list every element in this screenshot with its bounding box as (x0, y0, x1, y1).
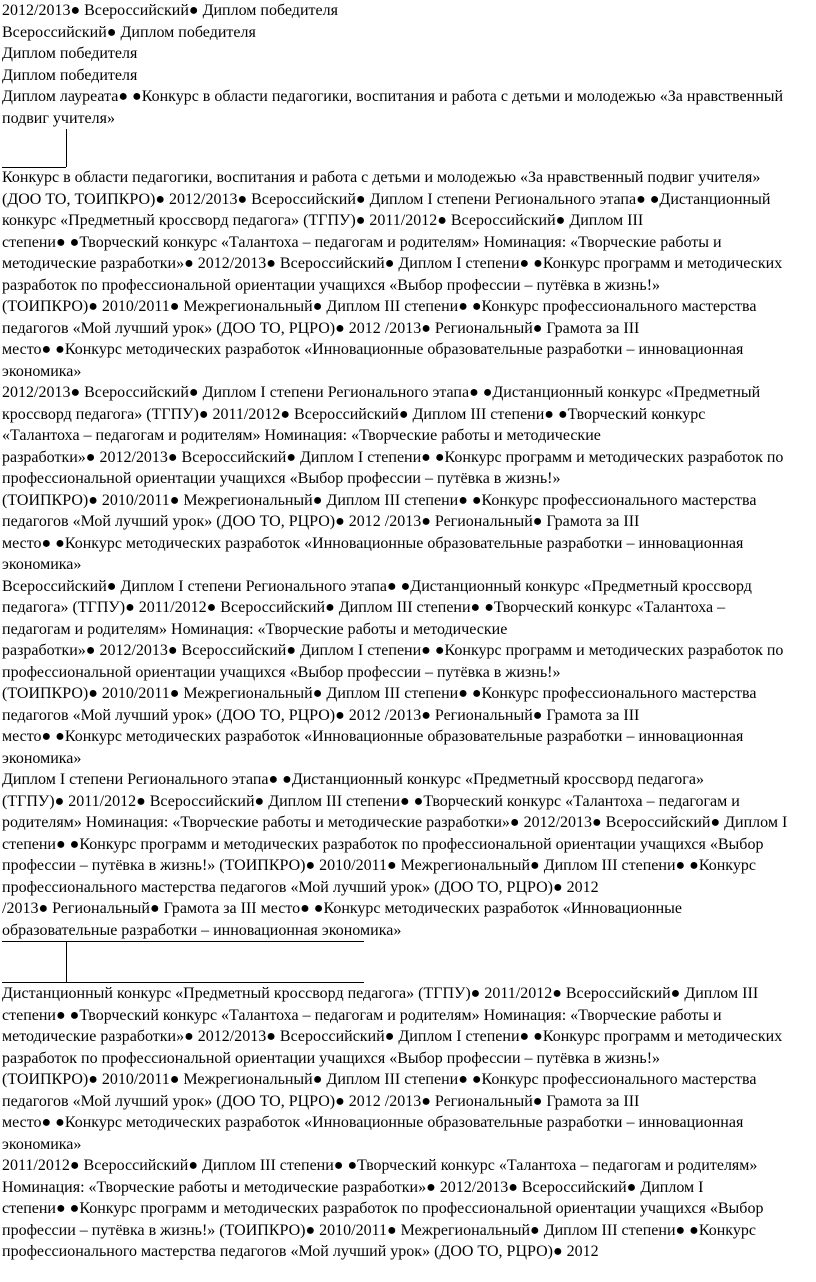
text-line: Дистанционный конкурс «Предметный кроссворд педагога» (ТГПУ)● 2011/2012● Всероссийский● Диплом III (2, 985, 759, 1002)
text-line: конкурс «Предметный кроссворд педагога» (ТГПУ)● 2011/2012● Всероссийский● Диплом III (2, 212, 644, 229)
table-border-vertical (66, 941, 67, 983)
table-fragment (2, 129, 368, 167)
text-line: место● ●Конкурс методических разработок «Инновационные образовательные разработки – инновационная (2, 341, 744, 358)
text-line: методические разработки»● 2012/2013● Всероссийский● Диплом I степени● ●Конкурс программ и методических (2, 1028, 783, 1045)
text-line: (ТОИПКРО)● 2010/2011● Межрегиональный● Диплом III степени● ●Конкурс профессионального мастерства (2, 298, 757, 315)
text-line: место● ●Конкурс методических разработок «Инновационные образовательные разработки – инновационная (2, 1114, 744, 1131)
table-fragment (2, 941, 368, 983)
text-line: кроссворд педагога» (ТГПУ)● 2011/2012● Всероссийский● Диплом III степени● ●Творческий конкурс (2, 405, 706, 423)
text-line: педагогов «Мой лучший урок» (ДОО ТО, РЦРО)● 2012 /2013● Региональный● Грамота за III (2, 513, 640, 530)
text-line: профессии – путёвка в жизнь!» (ТОИПКРО)● 2010/2011● Межрегиональный● Диплом III степени● ●Конкурс (2, 1221, 756, 1239)
text-line: (ТГПУ)● 2011/2012● Всероссийский● Диплом III степени● ●Творческий конкурс «Талантоха – педагогам и (2, 792, 740, 810)
text-line: 2012/2013● Всероссийский● Диплом победителя (2, 2, 338, 19)
text-line: профессиональной ориентации учащихся «Выбор профессии – путёвка в жизнь!» (2, 663, 561, 681)
text-line: «Талантоха – педагогам и родителям» Номинация: «Творческие работы и методические (2, 427, 601, 444)
text-line: (ТОИПКРО)● 2010/2011● Межрегиональный● Диплом III степени● ●Конкурс профессионального мастерства (2, 1071, 757, 1088)
text-line: профессии – путёвка в жизнь!» (ТОИПКРО)● 2010/2011● Межрегиональный● Диплом III степени● ●Конкурс (2, 857, 756, 874)
text-line: разработок по профессиональной ориентации учащихся «Выбор профессии – путёвка в жизнь!» (2, 1049, 661, 1067)
text-line: степени● ●Творческий конкурс «Талантоха – педагогам и родителям» Номинация: «Творческие работы и (2, 233, 722, 251)
text-line: подвиг учителя» (2, 109, 115, 127)
text-line: 2012/2013● Всероссийский● Диплом I степени Регионального этапа● ●Дистанционный конкурс «Предметный (2, 384, 761, 401)
text-line: Конкурс в области педагогики, воспитания и работа с детьми и молодежью «За нравственный подвиг учителя» (2, 169, 761, 186)
text-line: степени● ●Конкурс программ и методических разработок по профессиональной ориентации учащихся «Выбор (2, 835, 764, 853)
text-line: родителям» Номинация: «Творческие работы и методические разработки»● 2012/2013● Всероссийский● Диплом I (2, 814, 788, 831)
text-line: Диплом I степени Регионального этапа● ●Дистанционный конкурс «Предметный кроссворд педагога» (2, 771, 704, 788)
text-line: педагогов «Мой лучший урок» (ДОО ТО, РЦРО)● 2012 /2013● Региональный● Грамота за III (2, 319, 640, 337)
text-line: место● ●Конкурс методических разработок «Инновационные образовательные разработки – инновационная (2, 728, 744, 745)
text-line: Диплом лауреата● ●Конкурс в области педагогики, воспитания и работа с детьми и молодежью «За нравственный (2, 88, 784, 105)
text-line: /2013● Региональный● Грамота за III место● ●Конкурс методических разработок «Инновационные (2, 900, 682, 917)
text-line: степени● ●Конкурс программ и методических разработок по профессиональной ориентации учащихся «Выбор (2, 1200, 764, 1217)
text-line: педагогам и родителям» Номинация: «Творческие работы и методические (2, 620, 508, 638)
table-border-horizontal (2, 941, 364, 942)
text-line: экономика» (2, 362, 82, 380)
table-border-horizontal (2, 982, 364, 983)
text-line: Номинация: «Творческие работы и методические разработки»● 2012/2013● Всероссийский● Диплом I (2, 1178, 704, 1196)
text-line: экономика» (2, 556, 82, 573)
text-line: (ДОО ТО, ТОИПКРО)● 2012/2013● Всероссийский● Диплом I степени Регионального этапа● ●Дистанционный (2, 190, 771, 208)
text-line: Всероссийский● Диплом победителя (2, 23, 256, 41)
text-line: профессионального мастерства педагогов «Мой лучший урок» (ДОО ТО, РЦРО)● 2012 (2, 1243, 599, 1260)
text-line: Диплом победителя (2, 45, 138, 62)
text-line: профессиональной ориентации учащихся «Выбор профессии – путёвка в жизнь!» (2, 470, 561, 487)
text-line: 2011/2012● Всероссийский● Диплом III степени● ●Творческий конкурс «Талантоха – педагогам и родителям» (2, 1157, 758, 1174)
text-line: степени● ●Творческий конкурс «Талантоха – педагогам и родителям» Номинация: «Творческие работы и (2, 1006, 722, 1024)
text-line: разработки»● 2012/2013● Всероссийский● Диплом I степени● ●Конкурс программ и методических разработок по (2, 642, 784, 659)
text-line: разработок по профессиональной ориентации учащихся «Выбор профессии – путёвка в жизнь!» (2, 276, 661, 294)
text-line: образовательные разработки – инновационная экономика» (2, 921, 402, 939)
text-line: педагогов «Мой лучший урок» (ДОО ТО, РЦРО)● 2012 /2013● Региональный● Грамота за III (2, 1092, 640, 1110)
table-border-vertical (66, 129, 67, 167)
text-line: (ТОИПКРО)● 2010/2011● Межрегиональный● Диплом III степени● ●Конкурс профессионального мастерства (2, 491, 757, 509)
text-line: педагогов «Мой лучший урок» (ДОО ТО, РЦРО)● 2012 /2013● Региональный● Грамота за III (2, 706, 640, 724)
text-line: профессионального мастерства педагогов «Мой лучший урок» (ДОО ТО, РЦРО)● 2012 (2, 878, 599, 896)
text-line: Диплом победителя (2, 66, 138, 84)
text-line: методические разработки»● 2012/2013● Всероссийский● Диплом I степени● ●Конкурс программ и методических (2, 255, 783, 272)
text-line: экономика» (2, 749, 82, 767)
table-border-horizontal (2, 167, 66, 168)
text-line: (ТОИПКРО)● 2010/2011● Межрегиональный● Диплом III степени● ●Конкурс профессионального мастерства (2, 685, 757, 702)
text-line: место● ●Конкурс методических разработок «Инновационные образовательные разработки – инновационная (2, 534, 744, 552)
text-line: педагога» (ТГПУ)● 2011/2012● Всероссийский● Диплом III степени● ●Творческий конкурс «Талантоха – (2, 599, 726, 616)
text-line: Всероссийский● Диплом I степени Регионального этапа● ●Дистанционный конкурс «Предметный кроссворд (2, 577, 752, 595)
text-line: разработки»● 2012/2013● Всероссийский● Диплом I степени● ●Конкурс программ и методических разработок по (2, 448, 784, 466)
text-line: экономика» (2, 1135, 82, 1153)
